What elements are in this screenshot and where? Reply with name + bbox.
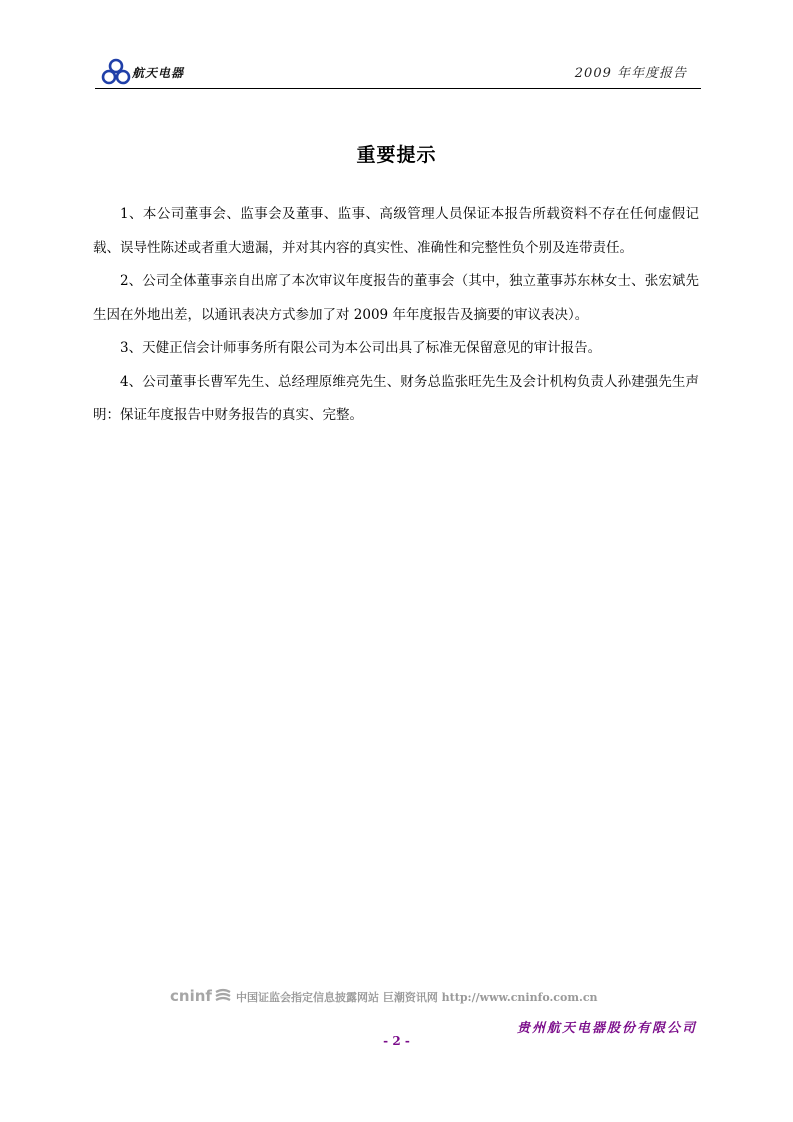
notice-paragraph-3: 3、天健正信会计师事务所有限公司为本公司出具了标准无保留意见的审计报告。 xyxy=(120,340,602,356)
notice-paragraph-4: 4、公司董事长曹军先生、总经理原维亮先生、财务总监张旺先生及会计机构负责人孙建强先生声明：保证年度报告中财务报告的真实、完整。 xyxy=(93,373,699,423)
page-title: 重要提示 xyxy=(356,144,437,166)
report-title: 2009 年年度报告 xyxy=(574,66,687,81)
notice-paragraph-2: 2、公司全体董事亲自出席了本次审议年度报告的董事会（其中，独立董事苏东林女士、张宏斌先生因在外地出差，以通讯表决方式参加了对 2009 年年度报告及摘要的审议表决）。 xyxy=(93,273,699,323)
cninfo-swirl-icon xyxy=(214,988,232,1004)
company-name: 贵州航天电器股份有限公司 xyxy=(516,1021,697,1036)
company-logo-icon xyxy=(100,58,132,86)
cninfo-logo: cninf xyxy=(170,987,212,1005)
cninfo-footer xyxy=(170,987,630,1007)
cninfo-tagline: 中国证监会指定信息披露网站 巨潮资讯网 http://www.cninfo.com.cn xyxy=(236,991,598,1004)
notice-paragraph-1: 1、本公司董事会、监事会及董事、监事、高级管理人员保证本报告所载资料不存在任何虚假记载、误导性陈述或者重大遗漏，并对其内容的真实性、准确性和完整性负个别及连带责任。 xyxy=(93,206,699,256)
company-logo-text: 航天电器 xyxy=(132,66,185,80)
page-number: - 2 - xyxy=(383,1034,410,1048)
notice-body xyxy=(93,198,699,433)
page-header xyxy=(95,52,701,89)
